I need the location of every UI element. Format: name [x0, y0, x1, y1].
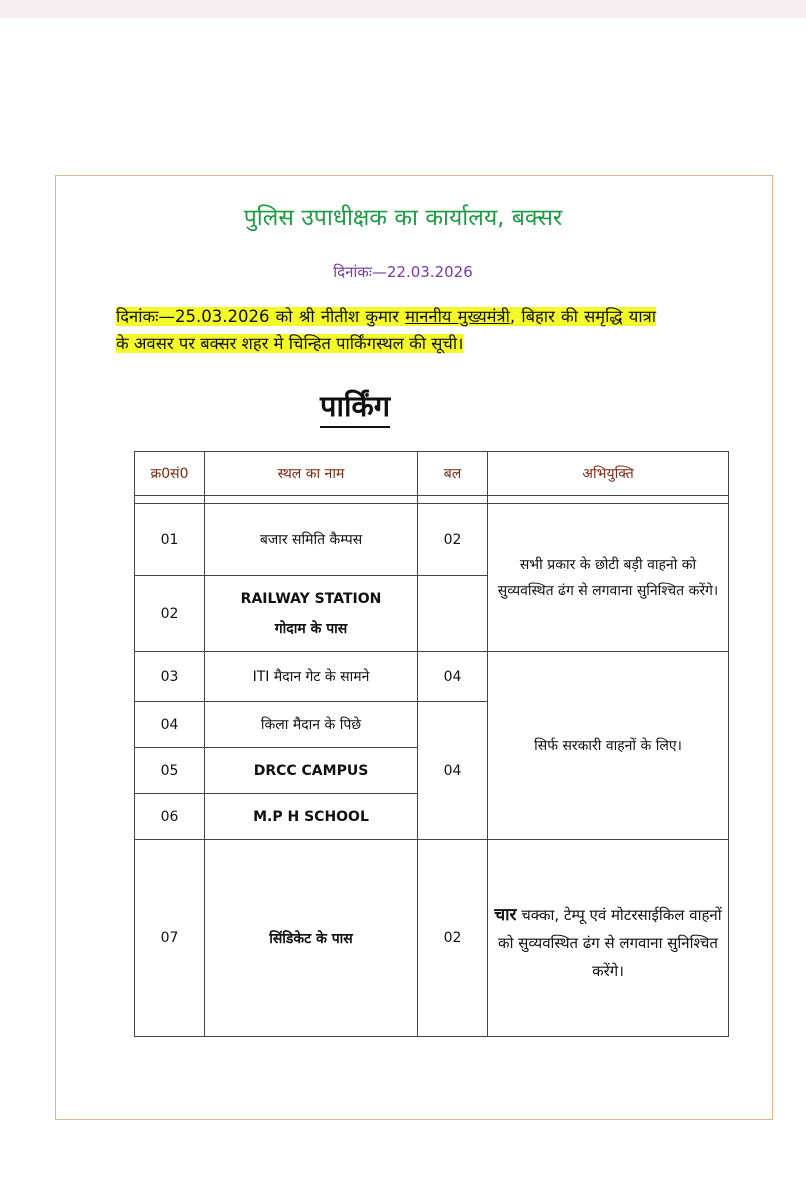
header-force: बल	[418, 452, 488, 496]
row-place: DRCC CAMPUS	[205, 748, 418, 794]
row-remark-rest: चक्का, टेम्पू एवं मोटरसाईकिल वाहनों को सुव्यवस्थित ढंग से लगवाना सुनिश्चित करेंगे।	[498, 906, 722, 980]
table-row	[135, 840, 729, 1037]
row-remark	[488, 840, 729, 1037]
office-title: पुलिस उपाधीक्षक का कार्यालय, बक्सर	[243, 205, 563, 231]
row-sno: 03	[135, 652, 205, 702]
intro-part2: , बिहार की समृद्धि यात्रा के अवसर पर बक्सर शहर मे चिन्हित पार्किंगस्थल की सूची।	[116, 307, 656, 353]
table-header-row	[135, 452, 729, 496]
parking-table	[134, 451, 729, 1037]
row-place: सिंडिकेट के पास	[205, 840, 418, 1037]
row-force: 04	[418, 702, 488, 840]
header-sno: क्र0सं0	[135, 452, 205, 496]
row-place: किला मैदान के पिछे	[205, 702, 418, 748]
row-remark: सभी प्रकार के छोटी बड़ी वाहनो को सुव्यवस्थित ढंग से लगवाना सुनिश्चित करेंगे।	[488, 504, 729, 652]
intro-part1: दिनांकः—25.03.2026 को श्री नीतीश कुमार	[116, 307, 406, 326]
header-place: स्थल का नाम	[205, 452, 418, 496]
row-sno: 02	[135, 576, 205, 652]
row-sno: 05	[135, 748, 205, 794]
section-heading: पार्किंग	[320, 388, 390, 428]
table-row	[135, 652, 729, 702]
row-force: 02	[418, 504, 488, 576]
intro-underlined: माननीय मुख्यमंत्री	[405, 307, 510, 326]
row-force-empty	[418, 576, 488, 652]
row-sno: 04	[135, 702, 205, 748]
top-bar	[0, 0, 806, 18]
row-sno: 06	[135, 794, 205, 840]
row-sno: 07	[135, 840, 205, 1037]
row-force: 02	[418, 840, 488, 1037]
intro-paragraph	[116, 303, 656, 357]
row-place: ITI मैदान गेट के सामने	[205, 652, 418, 702]
table-row	[135, 504, 729, 576]
row-sno: 01	[135, 504, 205, 576]
header-remark: अभियुक्ति	[488, 452, 729, 496]
issue-date: दिनांकः—22.03.2026	[333, 263, 473, 281]
row-place: M.P H SCHOOL	[205, 794, 418, 840]
row-place-line2: गोदाम के पास	[274, 620, 348, 637]
row-remark: सिर्फ सरकारी वाहनों के लिए।	[488, 652, 729, 840]
row-force: 04	[418, 652, 488, 702]
row-place	[205, 576, 418, 652]
row-place-line1: RAILWAY STATION	[240, 590, 382, 607]
table-gap-row	[135, 496, 729, 504]
row-remark-bold: चार	[494, 905, 517, 925]
row-place: बजार समिति कैम्पस	[205, 504, 418, 576]
